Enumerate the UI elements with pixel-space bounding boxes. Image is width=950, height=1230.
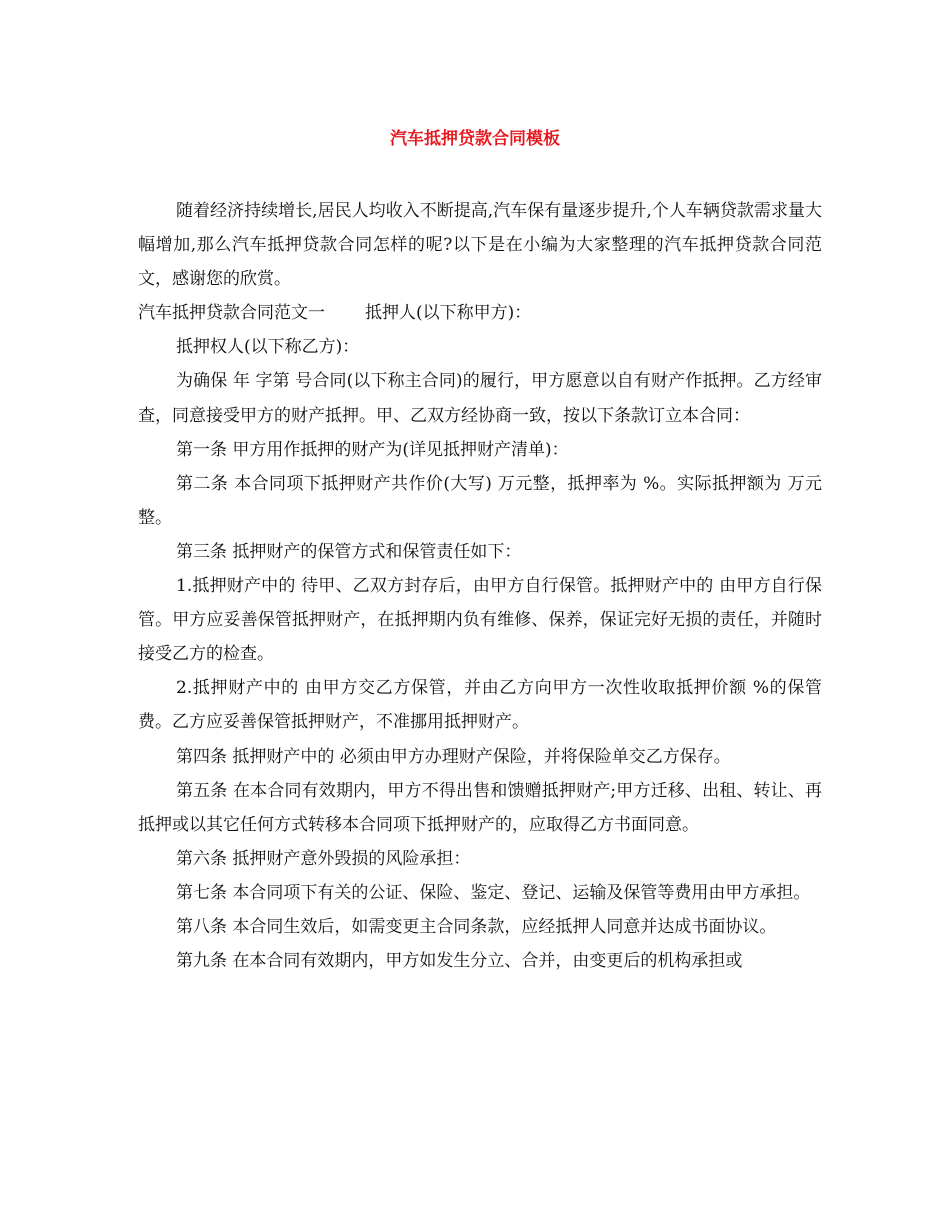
clause-4: 第四条 抵押财产中的 必须由甲方办理财产保险，并将保险单交乙方保存。 <box>176 746 731 767</box>
clause-3: 第三条 抵押财产的保管方式和保管责任如下： <box>176 541 522 562</box>
intro-paragraph: 随着经济持续增长,居民人均收入不断提高,汽车保有量逐步提升,个人车辆贷款需求量大幅增加,那么汽车抵押贷款合同怎样的呢?以下是在小编为大家整理的汽车抵押贷款合同范文，感谢您的欣赏。 <box>138 201 822 290</box>
clause-preamble: 为确保 年 字第 号合同(以下称主合同)的履行，甲方愿意以自有财产作抵押。乙方经审查，同意接受甲方的财产抵押。甲、乙双方经协商一致，按以下条款订立本合同： <box>138 371 822 426</box>
clause-6: 第六条 抵押财产意外毁损的风险承担： <box>176 848 471 869</box>
document-title: 汽车抵押贷款合同模板 <box>390 129 560 149</box>
mortgagee-line: 抵押权人(以下称乙方)： <box>176 337 360 358</box>
document-body <box>138 160 822 978</box>
section-heading: 汽车抵押贷款合同范文一 <box>138 303 325 324</box>
clause-8: 第八条 本合同生效后，如需变更主合同条款，应经抵押人同意并达成书面协议。 <box>176 916 777 937</box>
clause-3-item-1: 1.抵押财产中的 待甲、乙双方封存后，由甲方自行保管。抵押财产中的 由甲方自行保管。甲方应妥善保管抵押财产，在抵押期内负有维修、保养，保证完好无损的责任，并随时接受乙方的检查。 <box>138 576 822 665</box>
mortgagor-line: 抵押人(以下称甲方)： <box>365 303 532 324</box>
clause-1: 第一条 甲方用作抵押的财产为(详见抵押财产清单)： <box>176 439 569 460</box>
blank-line <box>138 160 822 194</box>
clause-2: 第二条 本合同项下抵押财产共作价(大写) 万元整，抵押率为 %。实际抵押额为 万元整。 <box>138 473 822 528</box>
clause-7: 第七条 本合同项下有关的公证、保险、鉴定、登记、运输及保管等费用由甲方承担。 <box>176 882 811 903</box>
section-heading-line <box>138 296 822 330</box>
clause-5: 第五条 在本合同有效期内，甲方不得出售和馈赠抵押财产;甲方迁移、出租、转让、再抵押或以其它任何方式转移本合同项下抵押财产的，应取得乙方书面同意。 <box>138 780 822 835</box>
clause-9: 第九条 在本合同有效期内，甲方如发生分立、合并，由变更后的机构承担或 <box>176 951 743 972</box>
clause-3-item-2: 2.抵押财产中的 由甲方交乙方保管，并由乙方向甲方一次性收取抵押价额 %的保管费。乙方应妥善保管抵押财产，不准挪用抵押财产。 <box>138 678 822 733</box>
